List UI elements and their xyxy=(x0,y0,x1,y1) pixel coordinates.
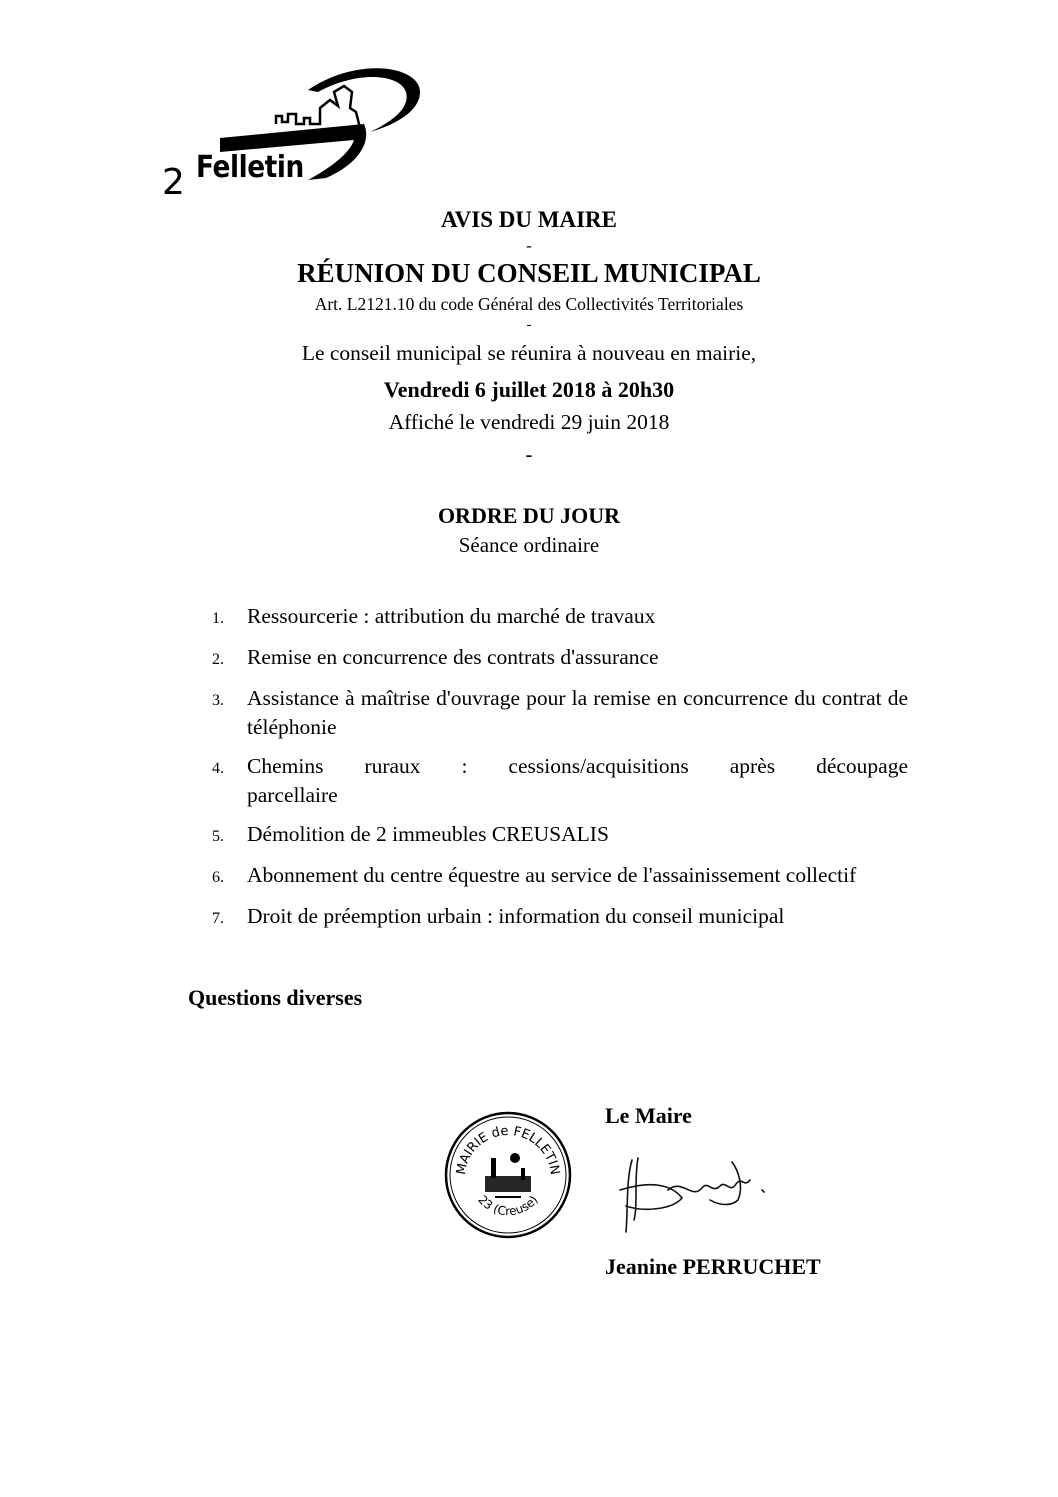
svg-text:MAIRIE de FELLETIN: MAIRIE de FELLETIN xyxy=(453,1123,563,1177)
felletin-logo xyxy=(158,62,428,202)
list-item xyxy=(212,684,908,742)
posted-date: Affiché le vendredi 29 juin 2018 xyxy=(388,410,670,434)
list-item xyxy=(212,902,908,933)
signatory-role: Le Maire xyxy=(605,1103,692,1128)
logo-wordmark: Felletin xyxy=(196,150,304,185)
meeting-heading: RÉUNION DU CONSEIL MUNICIPAL xyxy=(297,258,761,288)
logo-number: 2 xyxy=(162,162,185,203)
notice-title: AVIS DU MAIRE xyxy=(441,207,617,232)
agenda-title: ORDRE DU JOUR xyxy=(437,503,621,528)
legal-reference: Art. L2121.10 du code Général des Collectivités Territoriales xyxy=(314,294,744,314)
item-text: Remise en concurrence des contrats d'assurance xyxy=(247,645,659,669)
item-text: Assistance à maîtrise d'ouvrage pour la remise en concurrence du contrat de téléphonie xyxy=(247,686,908,739)
item-number: 6. xyxy=(212,869,224,886)
separator: - xyxy=(526,236,532,255)
meeting-date: Vendredi 6 juillet 2018 à 20h30 xyxy=(383,377,675,402)
official-seal-stamp xyxy=(443,1110,573,1240)
item-text: Démolition de 2 immeubles CREUSALIS xyxy=(247,822,609,846)
svg-text:23 (Creuse): 23 (Creuse) xyxy=(475,1192,541,1219)
agenda-list xyxy=(212,602,908,933)
item-number: 4. xyxy=(212,760,224,777)
list-item xyxy=(212,861,908,892)
item-number: 5. xyxy=(212,828,224,845)
item-number: 7. xyxy=(212,910,224,927)
item-number: 1. xyxy=(212,610,224,627)
item-number: 3. xyxy=(212,692,224,709)
signatory-name: Jeanine PERRUCHET xyxy=(605,1254,821,1279)
questions-heading: Questions diverses xyxy=(188,985,363,1010)
separator: - xyxy=(525,444,533,466)
item-number: 2. xyxy=(212,651,224,668)
separator: - xyxy=(526,317,532,333)
item-text: Droit de préemption urbain : information du conseil municipal xyxy=(247,904,785,928)
meeting-intro: Le conseil municipal se réunira à nouveau en mairie, xyxy=(301,341,757,365)
agenda-subtitle: Séance ordinaire xyxy=(458,533,600,557)
list-item xyxy=(212,643,908,674)
item-text: Chemins ruraux : cessions/acquisitions après découpage parcellaire xyxy=(247,754,908,807)
list-item xyxy=(212,820,908,851)
item-text: Ressourcerie : attribution du marché de travaux xyxy=(247,604,656,628)
seal-icon xyxy=(443,1110,573,1240)
list-item xyxy=(212,602,908,633)
list-item xyxy=(212,752,908,810)
handwritten-signature xyxy=(612,1150,772,1240)
item-text: Abonnement du centre équestre au service de l'assainissement collectif xyxy=(247,863,857,887)
signature-icon xyxy=(612,1150,772,1240)
